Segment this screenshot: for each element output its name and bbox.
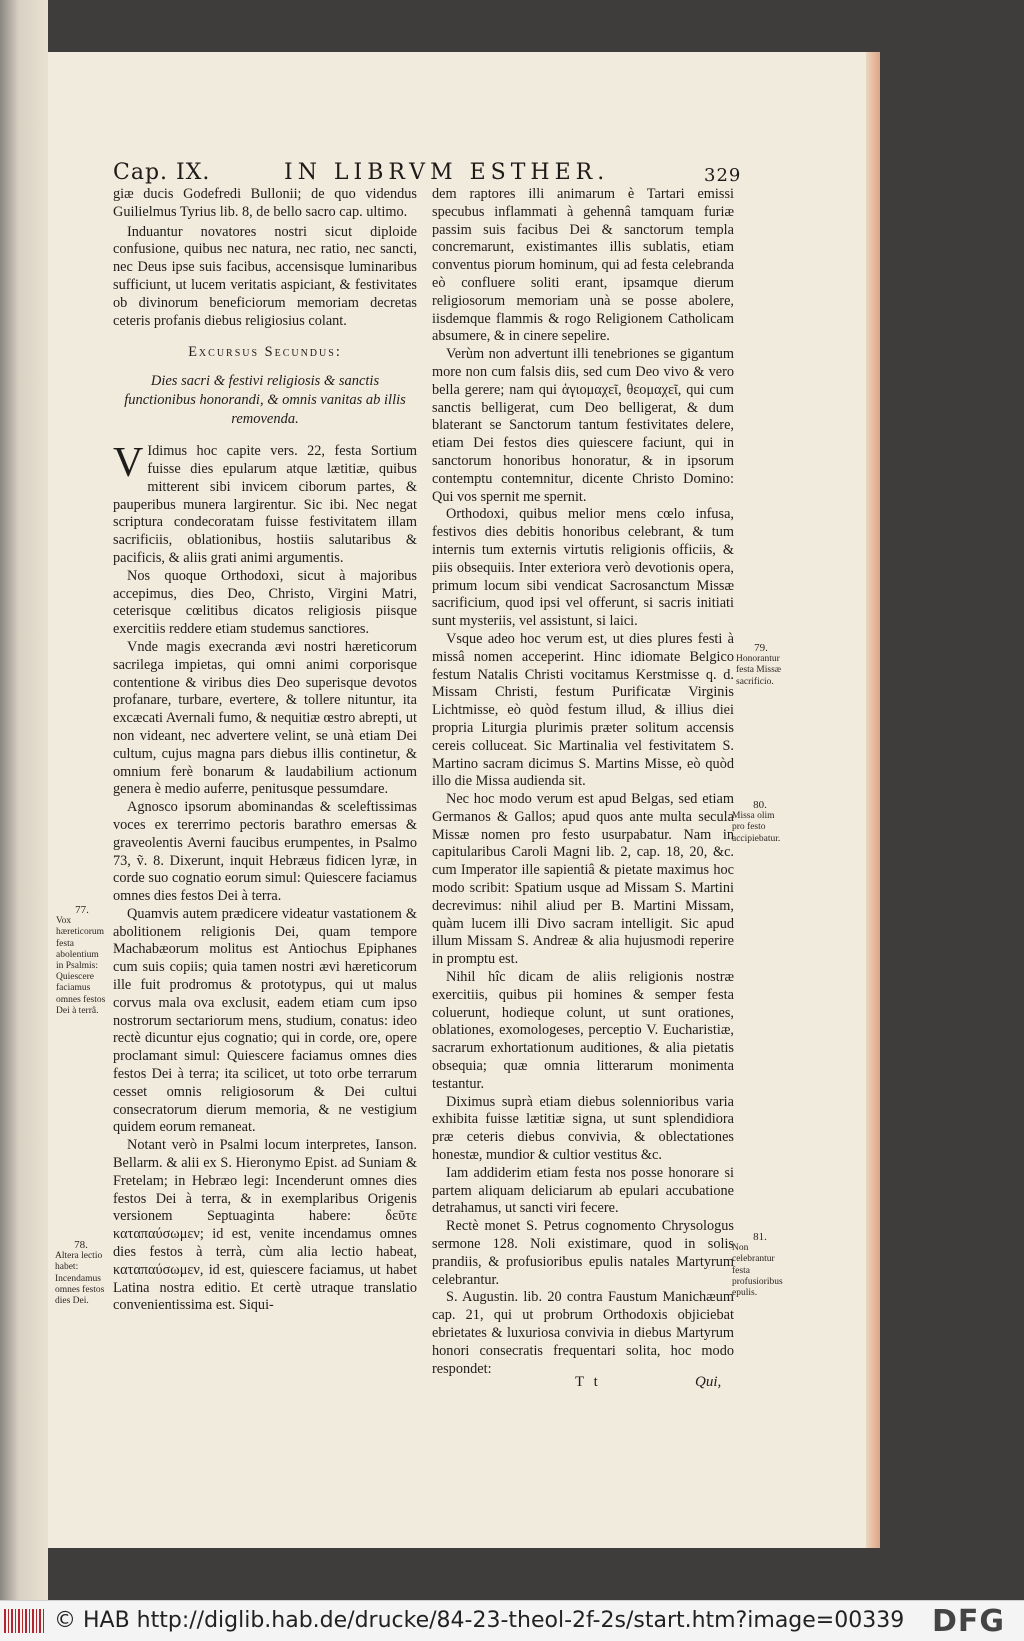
signature-mark: T t [575, 1374, 601, 1390]
note-text: Vox hæreticorum festa abolentium in Psalmis: Quiescere faciamus omnes festos Dei à terrâ. [56, 916, 106, 1016]
right-column [432, 186, 734, 1378]
previous-page-edge [0, 0, 48, 1600]
paragraph: Iam addiderim etiam festa nos posse honorare si partem aliquam deliciarum ab epulari accubatione detrahamus, ut sancti viri fecere. [432, 1164, 734, 1217]
footer-url-text[interactable]: © HAB http://diglib.hab.de/drucke/84-23-theol-2f-2s/start.htm?image=00339 [54, 1608, 905, 1633]
marginal-note-79 [736, 643, 786, 688]
catchword: Qui, [695, 1374, 722, 1390]
paragraph: Nec hoc modo verum est apud Belgas, sed etiam Germanos & Gallos; apud quos ante multa secula Missæ nomen pro festo usurpabatur. Nam in capitularibus Caroli Magni lib. 2, cap. 18, 20, &c. cum Imperator ille sapientiâ & pietate maximus hoc modo scribit: Spatium usque ad Missam S. Martini decrevimus: nihil aliud per B. Martini Missam, quàm lucem illi Divo sacram intelligit. Sic apud illum Missam S. Andreæ & alia hujusmodi reperire in promptu est. [432, 791, 734, 968]
note-number: 78. [74, 1239, 88, 1251]
marginal-note-77 [56, 905, 108, 1017]
note-number: 81. [753, 1231, 767, 1243]
marginal-note-80 [732, 800, 788, 845]
left-column [113, 186, 417, 1315]
paragraph: S. Augustin. lib. 20 contra Faustum Manichæum cap. 21, qui ut probrum Orthodoxis objiciebat ebrietates & luxuriosa convivia in diebus Martyrum honori consecratis frequentari solita, hoc modo respondet: [432, 1289, 734, 1377]
page-edge [866, 52, 880, 1548]
note-number: 80. [753, 799, 767, 811]
note-text: Honorantur festa Missæ sacrificio. [736, 654, 782, 687]
paragraph: Induantur novatores nostri sicut diploide confusione, quibus nec natura, nec ratio, nec sancti, nec Deus ipse suis facibus, accensisque luminaribus sufficiunt, ut lucem veritatis aspiciant, & festivitates ob divinorum beneficiorum memoriam decretas ceteris profanis diebus religiosius colant. [113, 223, 417, 329]
paragraph-text: Idimus hoc capite vers. 22, festa Sortium fuisse dies epularum atque lætitiæ, quibus mitterent sibi invicem ciborum partes, & pauperibus munera largirentur. Sic ibi. Nec negat scriptura condecoratam fuisse festivitatem illam sacrificiis, oblationibus, hostiis salutaribus & pacificis, & aliis grati animi argumentis. [113, 443, 417, 566]
note-number: 77. [75, 904, 89, 916]
paragraph: Nos quoque Orthodoxi, sicut à majoribus accepimus, dies Deo, Christo, Virgini Matri, ceterisque cœlitibus dicatos religiosis piisque exercitiis reddere etiam studemus sanctiores. [113, 567, 417, 638]
page-number: 329 [704, 165, 742, 186]
chapter-heading: Cap. IX. [113, 160, 211, 185]
dfg-logo: DFG [932, 1604, 1006, 1639]
paragraph: Quamvis autem prædicere videatur vastationem & abolitionem religionis Dei, quam tempore Machabæorum molitus est Antiochus Epiphanes cum suis copiis; quia tamen nostri ævi hæreticorum ille fuit prodromus & prototypus, qui ut malus corvus mala ova exclusit, eadem etiam cum ipso nostrorum sectariorum mens, studium, conatus: ideo rectè dicuntur ejus cognatio; qui in corde, ore, opere proclamant simul: Quiescere faciamus omnes dies festos Dei à terra; ita scilicet, ut toto orbe terrarum cesset omnis religiosorum & Dei cultui consecratorum dierum memoria, & ne vestigium quidem eorum remaneat. [113, 905, 417, 1136]
excursus-heading: Excursus Secundus: [188, 344, 342, 361]
paragraph [113, 440, 417, 568]
marginal-note-78 [55, 1240, 107, 1307]
paragraph: Vsque adeo hoc verum est, ut dies plures festi à missâ nomen acceperint. Hinc idiomate Belgico festum Natalis Christi vocitamus Kerstmisse q. d. Missam Christi, festum Purificatæ Virginis Lichtmisse, eò quòd festum illud, & illius diei propria Liturgia plurimis præter solitum accensis cereis colluceat. Sic Martinalia vel festivitatem S. Martino sacram dicimus S. Martins Misse, eò quòd illo die Missa audienda sit. [432, 630, 734, 790]
drop-cap: V [113, 440, 144, 487]
note-number: 79. [754, 642, 768, 654]
paragraph: Verùm non advertunt illi tenebriones se gigantum more non cum falsis diis, sed cum Deo vivo & vero bella gerere; nam qui ἁγιομαχεῖ, θεομαχεῖ, qui cum sanctis belligerat, cum Deo belligerat, & dum blaterant se Sanctorum tantum festivitates delere, etiam Dei festos dies quiescere faciunt, qui in sanctorum honoribus honoratur, & in ipsorum contemptu contemnitur, dicente Christo Domino: Qui vos spernit me spernit. [432, 346, 734, 505]
note-text: Altera lectio habet: Incendamus omnes festos dies Dei. [55, 1251, 105, 1307]
running-title: IN LIBRVM ESTHER. [284, 160, 610, 185]
barcode-icon [4, 1609, 44, 1633]
footer-bar [0, 1600, 1024, 1641]
note-text: Missa olim pro festo accipiebatur. [732, 811, 781, 844]
paragraph: Rectè monet S. Petrus cognomento Chrysologus sermone 128. Noli existimare, quod in solis prandiis, & profusioribus epulis natales Martyrum celebrantur. [432, 1218, 734, 1288]
marginal-note-81 [732, 1232, 788, 1299]
paragraph: Vnde magis execranda ævi nostri hæreticorum sacrilega impietas, qui omni animi corporisque contentione & viribus dies Deo superisque devotos profanare, turbare, evertere, & tollere nituntur, ita excæcati Avernali fumo, & nequitiæ œstro abrepti, ut non videant, nec advertere velint, se unà etiam Dei cultum, cujus magna pars diebus illis continetur, & omnium ferè bonarum & laudabilium actionum genera è medio auferre, penitusque pessumdare. [113, 638, 417, 798]
paragraph: dem raptores illi animarum è Tartari emissi specubus inflammati à gehennâ tamquam furiæ passim suis facibus Dei & sanctorum templa concremarunt, existimantes illis sublatis, etiam conventus piorum hominum, qui ad festa celebranda eò confluere soliti erant, ipsamque dierum religiosorum memoriam unà se posse abolere, iisdemque flammis & rogo Religionem Catholicam absumere, & in cinere sepelire. [432, 186, 734, 345]
paragraph: giæ ducis Godefredi Bullonii; de quo videndus Guilielmus Tyrius lib. 8, de bello sacro cap. ultimo. [113, 186, 417, 220]
note-text: Non celebrantur festa profusioribus epulis. [732, 1243, 783, 1299]
excursus-subtitle: Dies sacri & festivi religiosis & sanctis functionibus honorandi, & omnis vanitas ab illis removenda. [124, 373, 406, 428]
paragraph: Diximus suprà etiam diebus solennioribus varia exhibita fuisse lætitiæ signa, ut sunt splendidiora præ ceteris diebus convivia, & oblectationes honestæ, mundior & cultior vestitus &c. [432, 1093, 734, 1164]
paragraph: Notant verò in Psalmi locum interpretes, Ianson. Bellarm. & alii ex S. Hieronymo Epist. ad Suniam & Fretelam; in Hebræo legi: Incenderunt omnes dies festos Dei à terra, & in exemplaribus Origenis versionem Septuaginta habere: δεῦτε καταπαύσωμεν; id est, venite incendamus omnes dies festos à terrà, cùm alia lectio habeat, καταπαύσωμεν, id est, quiescere faciamus, ut habet Latina nostra editio. Et certè utraque translatio convenientissima est. Siqui- [113, 1137, 417, 1314]
paragraph: Orthodoxi, quibus melior mens cœlo infusa, festivos dies debitis honoribus celebrant, & tum internis tum externis virtutis religionis officiis, & piis obsequiis. Inter exteriora verò devotionis opera, primum locum sibi vendicat Sacrosanctum Missæ sacrificium, quod ipsi vel offerunt, si sacris initiati sunt mysteriis, vel assistunt, si laici. [432, 506, 734, 630]
paragraph: Agnosco ipsorum abominandas & sceleftissimas voces ex tererrimo pectoris barathro emersas & graveolentis Averni faucibus erumpentes, in Psalmo 73, ṽ. 8. Dixerunt, inquit Hebræus fidicen lyræ, in corde suo cognatio eorum simul: Quiescere faciamus omnes dies festos Dei à terra. [113, 799, 417, 905]
paragraph: Nihil hîc dicam de aliis religionis nostræ exercitiis, quibus pii homines & semper festa coluerunt, hodieque colunt, ut sunt orationes, oblationes, exomologeses, perceptio V. Eucharistiæ, sacrarum exhortationum auditiones, & alia pietatis obsequia; quæ omnia litterarum monimenta testantur. [432, 969, 734, 1092]
